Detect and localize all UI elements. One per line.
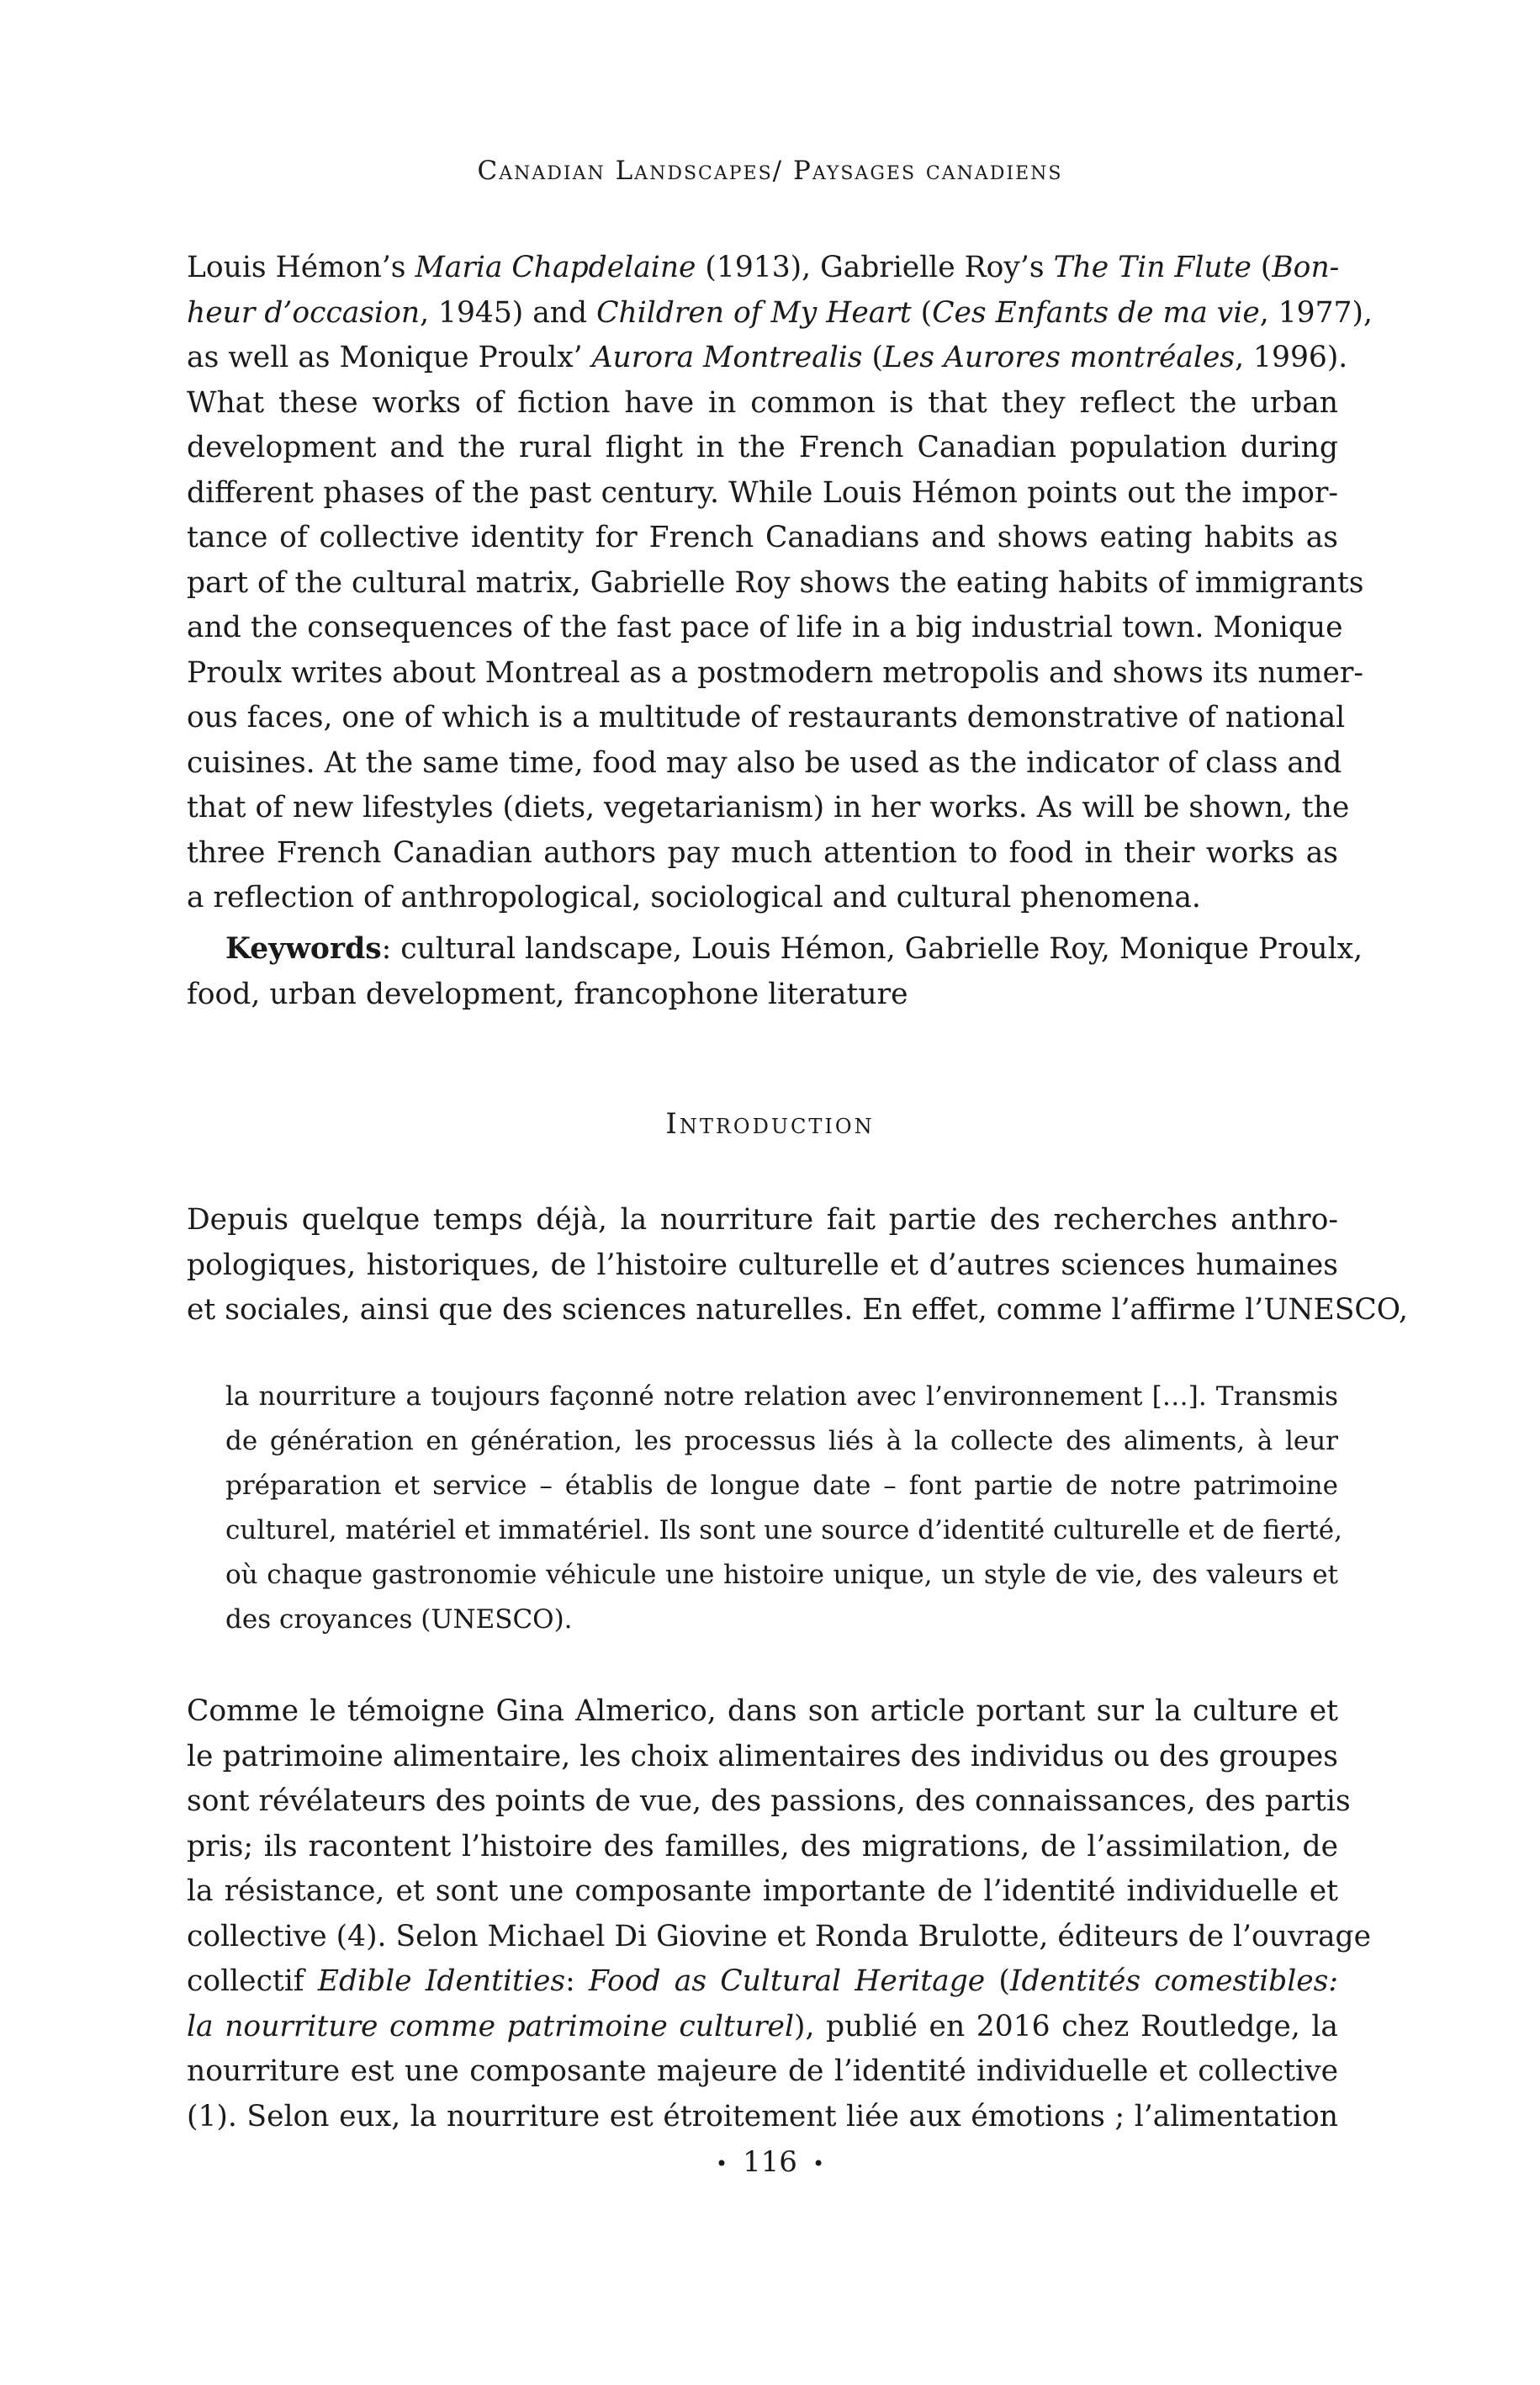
text-run: , 1996). [1235, 341, 1348, 374]
abstract-paragraph [187, 246, 1373, 921]
abstract-line: and the consequences of the fast pace of life in a big industrial town. Monique [187, 611, 1343, 644]
book-title: la nourriture comme patrimoine culturel [187, 2009, 795, 2043]
text-run: ( [862, 341, 883, 374]
paragraph-line [187, 2005, 1338, 2050]
text-run: Louis Hémon’s [187, 251, 415, 284]
abstract-line [187, 336, 1348, 381]
text-run: , 1945) and [420, 295, 597, 330]
abstract-line: cuisines. At the same time, food may also be used as the indicator of class and [187, 745, 1342, 780]
abstract-line: that of new lifestyles (diets, vegetarianism) in her works. As will be shown, the [187, 791, 1350, 824]
body-paragraph [187, 1689, 1372, 2139]
book-title: heur d’occasion [187, 295, 421, 330]
paragraph-line: le patrimoine alimentaire, les choix alimentaires des individus ou des groupes [187, 1739, 1338, 1773]
keywords-label: Keywords [225, 932, 382, 966]
quote-line: où chaque gastronomie véhicule une histoire unique, un style de vie, des valeurs et [225, 1560, 1338, 1590]
bullet-icon: • [812, 2152, 825, 2176]
quote-line: culturel, matériel et immatériel. Ils sont une source d’identité culturelle et de fierté, [225, 1515, 1343, 1545]
abstract-line: different phases of the past century. While Louis Hémon points out the impor- [187, 475, 1338, 510]
page-number [0, 2144, 1540, 2182]
text-run: ( [985, 1964, 1010, 1998]
book-title: Aurora Montrealis [591, 341, 863, 374]
book-title: Edible Identities [317, 1964, 566, 1998]
abstract-line: Proulx writes about Montreal as a postmodern metropolis and shows its numer- [187, 655, 1364, 690]
keywords-paragraph [187, 927, 1363, 1017]
paragraph-line: pologiques, historiques, de l’histoire culturelle et d’autres sciences humaines [187, 1248, 1338, 1282]
paragraph-line [187, 1959, 1338, 2005]
block-quote [225, 1375, 1343, 1642]
paragraph-line: sont révélateurs des points de vue, des passions, des connaissances, des partis [187, 1784, 1351, 1818]
text-run: , 1977), [1259, 295, 1373, 330]
paragraph-line: la résistance, et sont une composante importante de l’identité individuelle et [187, 1874, 1338, 1908]
text-run: collectif [187, 1964, 318, 1998]
keywords-line [187, 927, 1363, 973]
abstract-line: part of the cultural matrix, Gabrielle Roy shows the eating habits of immigrants [187, 565, 1364, 600]
text-run: as well as Monique Proulx’ [187, 341, 592, 374]
quote-line: préparation et service – établis de longue date – font partie de notre patrimoine [225, 1471, 1338, 1501]
abstract-line: three French Canadian authors pay much attention to food in their works as [187, 835, 1338, 870]
abstract-line: What these works of fiction have in common is that they reflect the urban [187, 385, 1338, 420]
book-title: Les Aurores montréales [882, 341, 1236, 374]
keywords-line: food, urban development, francophone literature [187, 977, 908, 1011]
book-title: Identités comestibles: [1009, 1964, 1338, 1998]
paragraph-line: et sociales, ainsi que des sciences naturelles. En effet, comme l’affirme l’UNESCO, [187, 1293, 1408, 1327]
abstract-line: tance of collective identity for French Canadians and shows eating habits as [187, 521, 1338, 554]
text-run: ), publié en 2016 chez Routledge, la [794, 2009, 1338, 2043]
book-title: Bon- [1272, 251, 1340, 284]
paragraph-line: (1). Selon eux, la nourriture est étroitement liée aux émotions ; l’alimentation [187, 2099, 1338, 2133]
quote-line: des croyances (UNESCO). [225, 1604, 573, 1635]
book-title: Ces Enfants de ma vie [932, 295, 1260, 330]
quote-line: de génération en génération, les processus liés à la collecte des aliments, à leur [225, 1426, 1338, 1456]
quote-line: la nourriture a toujours façonné notre relation avec l’environnement […]. Transmis [225, 1381, 1338, 1412]
paragraph-line: Depuis quelque temps déjà, la nourriture fait partie des recherches anthro- [187, 1203, 1338, 1237]
abstract-line: development and the rural flight in the French Canadian population during [187, 431, 1338, 464]
book-title: The Tin Flute [1053, 251, 1252, 284]
running-header: Canadian Landscapes/ Paysages canadiens [477, 156, 1063, 186]
text-run: : [565, 1964, 589, 1998]
paragraph-line: nourriture est une composante majeure de l’identité individuelle et collective [187, 2054, 1338, 2088]
abstract-line [187, 246, 1338, 291]
paragraph-line: Comme le témoigne Gina Almerico, dans son article portant sur la culture et [187, 1694, 1338, 1728]
text-run: ( [1251, 251, 1273, 284]
paragraph-line: pris; ils racontent l’histoire des familles, des migrations, de l’assimilation, de [187, 1829, 1338, 1863]
abstract-line: ous faces, one of which is a multitude of restaurants demonstrative of national [187, 701, 1346, 734]
book-title: Food as Cultural Heritage [588, 1964, 986, 1998]
keywords-list: : cultural landscape, Louis Hémon, Gabrielle Roy, Monique Proulx, [381, 932, 1363, 966]
section-heading: Introduction [665, 1107, 875, 1141]
book-title: Children of My Heart [596, 295, 912, 330]
intro-paragraph [187, 1198, 1408, 1333]
paragraph-line: collective (4). Selon Michael Di Giovine et Ronda Brulotte, éditeurs de l’ouvrage [187, 1919, 1372, 1953]
abstract-line [187, 291, 1373, 337]
book-title: Maria Chapdelaine [415, 251, 696, 284]
page-number-value: 116 [743, 2145, 797, 2179]
abstract-line: a reflection of anthropological, sociological and cultural phenomena. [187, 881, 1201, 914]
text-run: ( [911, 295, 933, 330]
bullet-icon: • [715, 2152, 728, 2176]
text-run: (1913), Gabrielle Roy’s [696, 251, 1054, 284]
